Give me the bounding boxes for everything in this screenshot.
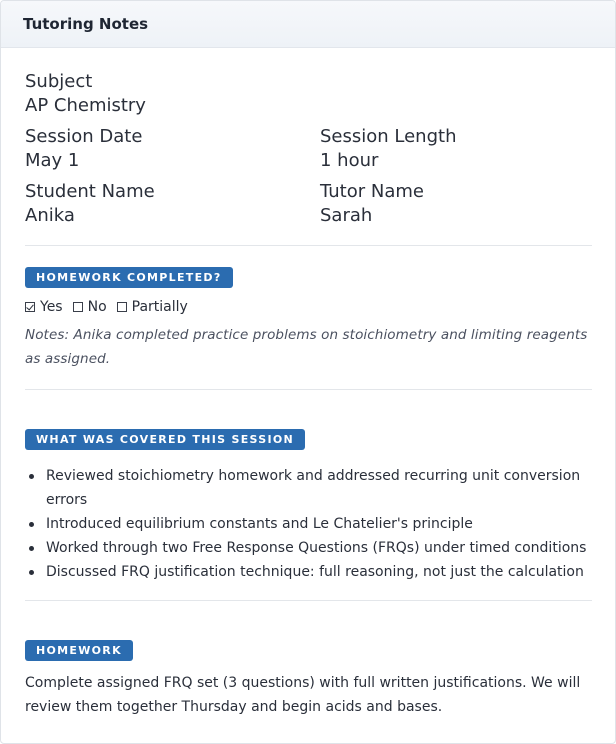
homework-completed-section (25, 266, 592, 371)
option-yes-label: Yes (40, 299, 63, 315)
student-name-field (25, 180, 320, 228)
session-date-value: May 1 (25, 150, 80, 171)
homework-badge: HOMEWORK (25, 640, 133, 661)
covered-list (25, 464, 592, 584)
subject-label: Subject (25, 71, 93, 92)
option-no-label: No (87, 299, 107, 315)
homework-section (25, 639, 592, 719)
session-length-value: 1 hour (320, 150, 379, 171)
subject-value: AP Chemistry (25, 95, 146, 116)
tutor-name-value: Sarah (320, 205, 373, 226)
checkbox-unchecked-icon[interactable] (73, 302, 83, 312)
student-name-label: Student Name (25, 181, 155, 202)
page-title: Tutoring Notes (23, 15, 149, 33)
option-partially-label: Partially (131, 299, 188, 315)
session-length-field (320, 125, 592, 173)
student-name-value: Anika (25, 205, 75, 226)
tutor-name-label: Tutor Name (320, 181, 424, 202)
session-date-field (25, 125, 320, 173)
session-info (25, 70, 592, 228)
homework-notes: Notes: Anika completed practice problems on stoichiometry and limiting reagents as assigned. (25, 327, 588, 367)
covered-badge: WHAT WAS COVERED THIS SESSION (25, 429, 305, 450)
divider (25, 600, 592, 601)
subject-field (25, 70, 592, 118)
homework-text: Complete assigned FRQ set (3 questions) with full written justifications. We will review them together Thursday and begin acids and bases. (25, 675, 581, 715)
covered-section (25, 428, 592, 584)
option-partially[interactable] (117, 299, 188, 315)
tutor-name-field (320, 180, 592, 228)
homework-completed-badge: HOMEWORK COMPLETED? (25, 267, 233, 288)
checkbox-unchecked-icon[interactable] (117, 302, 127, 312)
list-item: Worked through two Free Response Questions (FRQs) under timed conditions (25, 536, 592, 560)
divider (25, 245, 592, 246)
list-item: Introduced equilibrium constants and Le Chatelier's principle (25, 512, 592, 536)
option-no[interactable] (73, 299, 107, 315)
card-header (1, 1, 615, 48)
session-date-label: Session Date (25, 126, 143, 147)
list-item: Reviewed stoichiometry homework and addressed recurring unit conversion errors (25, 464, 592, 512)
list-item: Discussed FRQ justification technique: full reasoning, not just the calculation (25, 560, 592, 584)
session-length-label: Session Length (320, 126, 457, 147)
card-content (1, 48, 615, 719)
homework-completed-options (25, 299, 592, 315)
divider (25, 389, 592, 390)
checkbox-checked-icon[interactable] (25, 302, 35, 312)
option-yes[interactable] (25, 299, 63, 315)
